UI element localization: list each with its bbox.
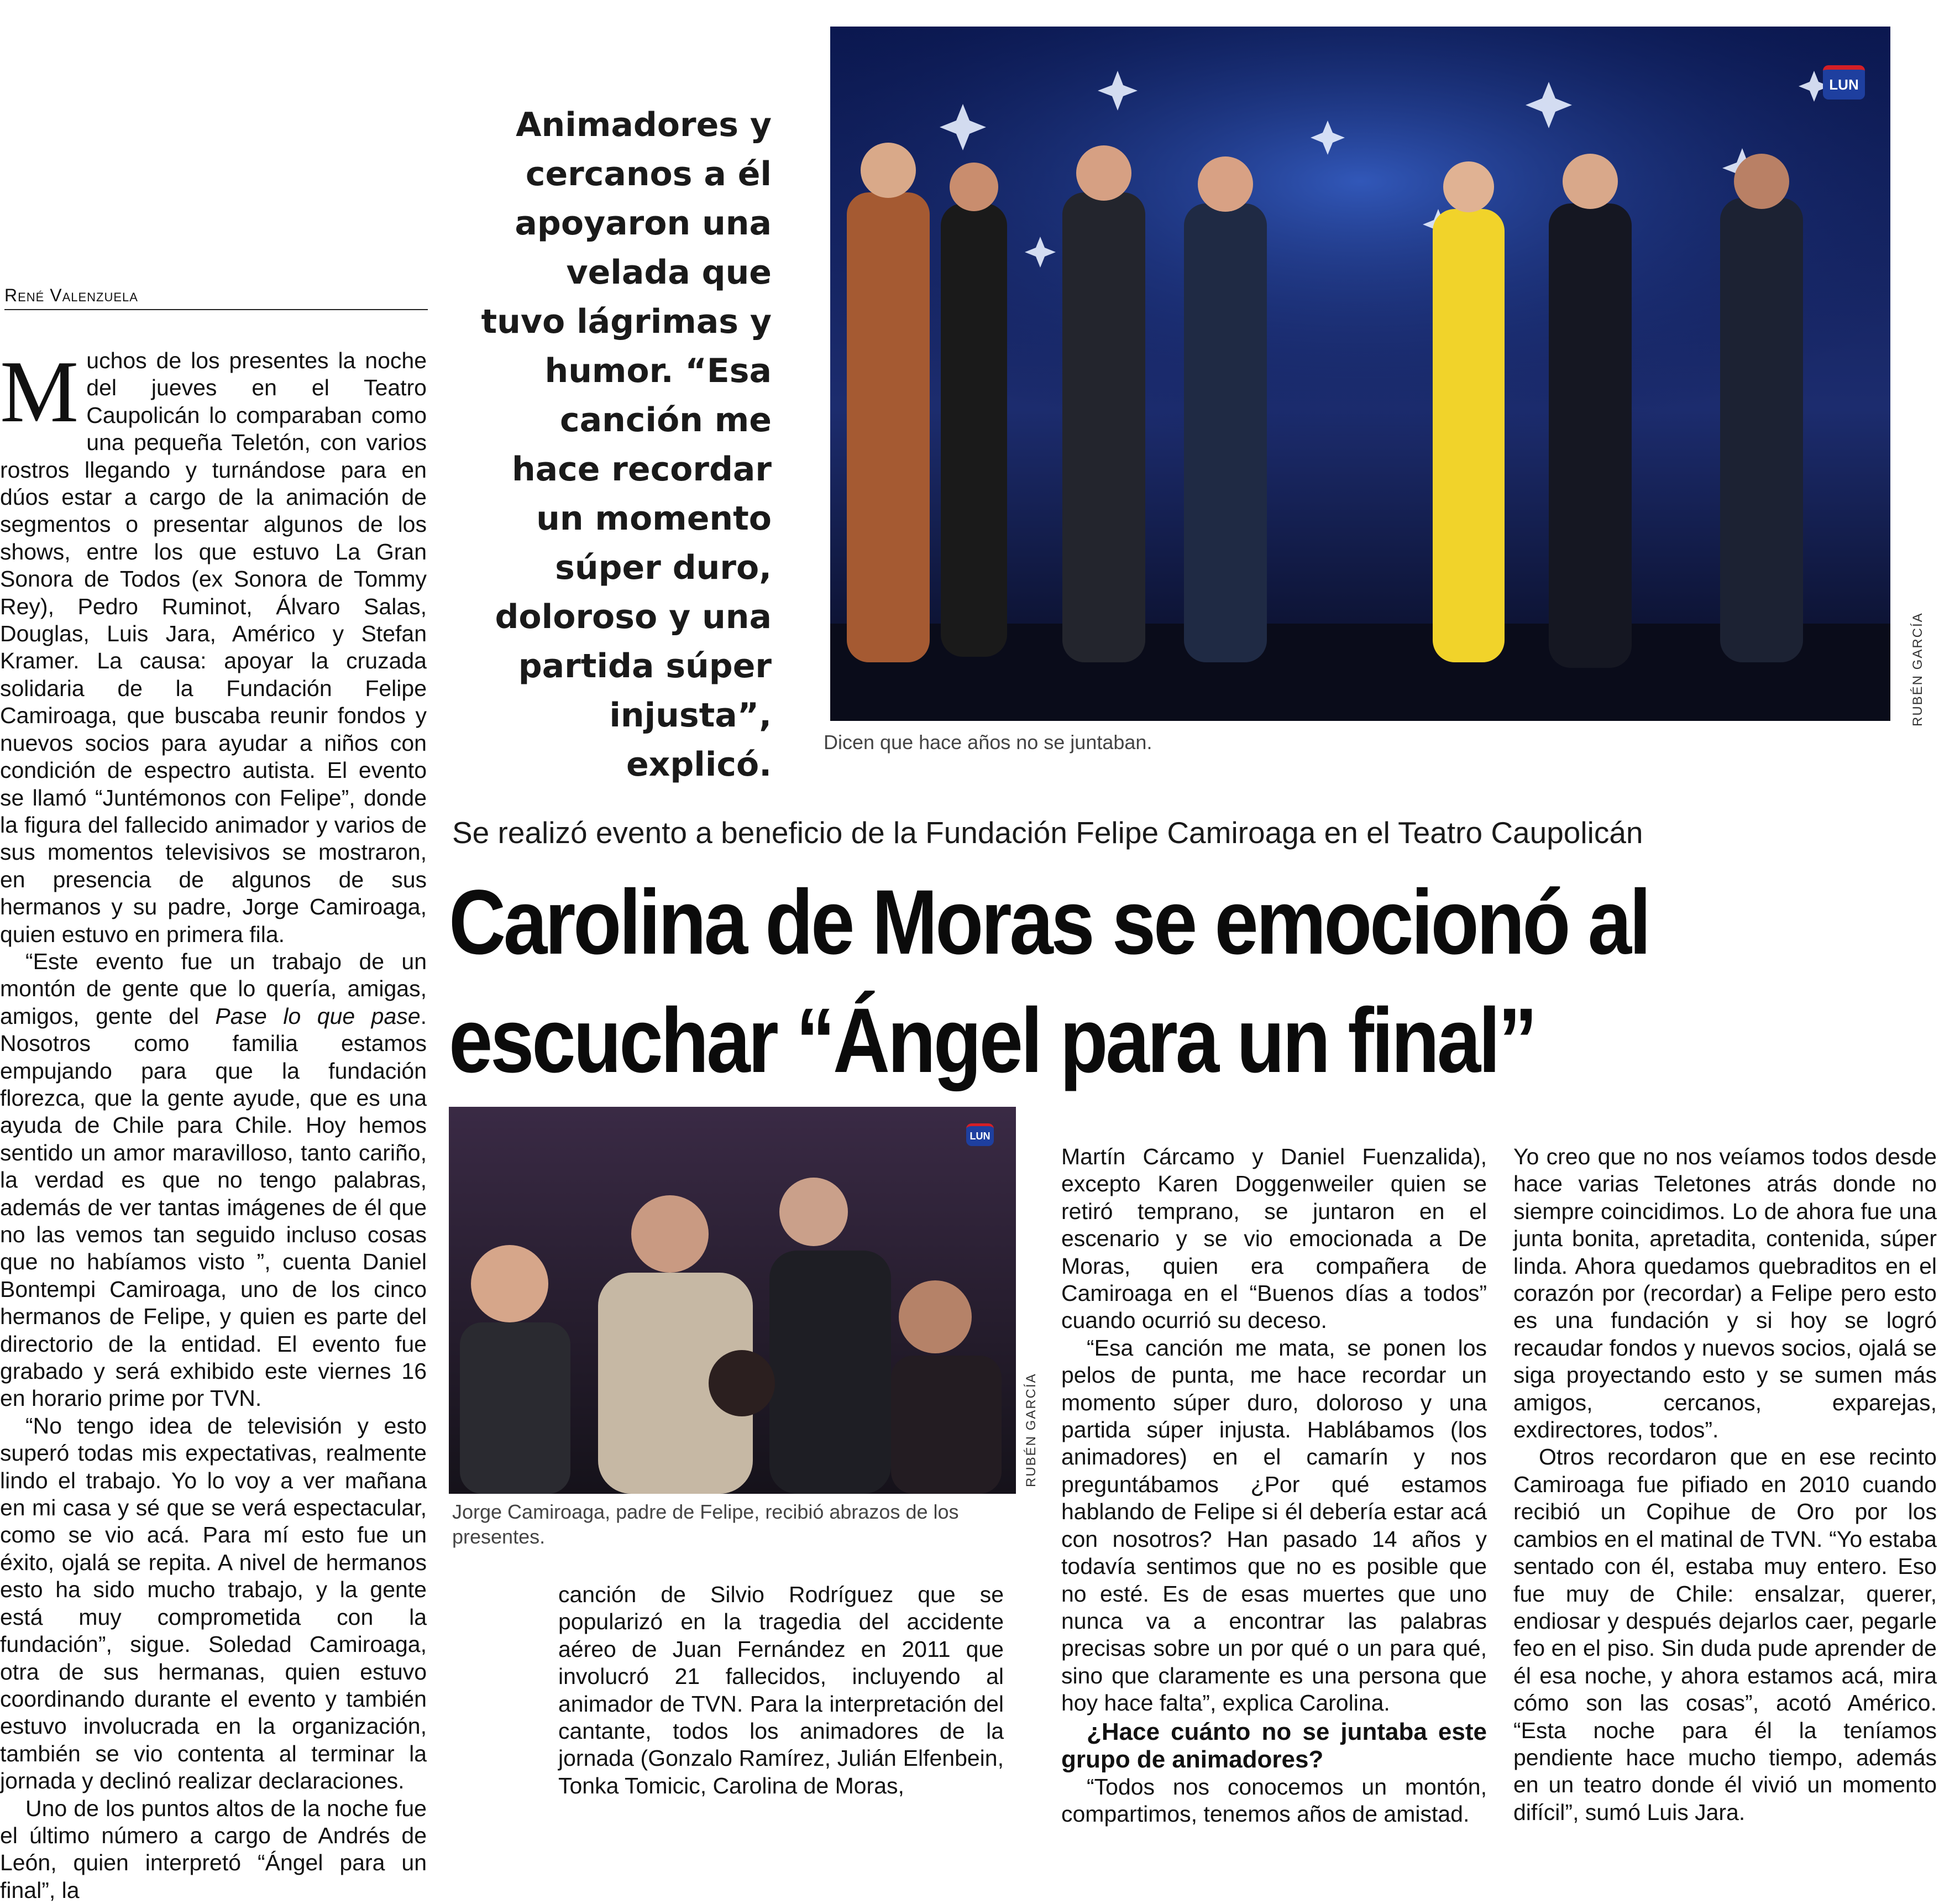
drop-cap: M [0,342,79,441]
headline [449,864,1704,1100]
article-column-4 [1513,1143,1937,1826]
paragraph: Martín Cárcamo y Daniel Fuenzalida), excepto Karen Doggenweiler quien se retiró temprano, se juntaron en el escenario y se vio emocionada a De Moras, quien era compañera de Camiroaga en el “Buenos días a todos” cuando ocurrió su deceso. [1061,1144,1487,1333]
kicker: Se realizó evento a beneficio de la Fundación Felipe Camiroaga en el Teatro Caupolicán [452,815,1643,850]
headline-line-1: Carolina de Moras se emocionó al [449,871,1649,974]
paragraph: Yo creo que no nos veíamos todos desde hace varias Teletones atrás donde no siempre coincidimos. Lo de ahora fue una junta bonita, apretadita, contenida, súper linda. Ahora quedamos quebraditos en el corazón por (recordar) a Felipe pero esto es una fundación y si hoy se logró recaudar fondos y nuevos socios, ojalá se siga proyectando esto y se sumen más amigos, cercanos, exparejas, exdirectores, todos”. [1513,1144,1937,1443]
photo-credit: RUBÉN GARCÍA [1024,1373,1039,1487]
paragraph: canción de Silvio Rodríguez que se popularizó en la tragedia del accidente aéreo de Juan Fernández en 2011 que involucró 21 fallecidos, incluyendo al animador de TVN. Para la interpretación del cantante, todos los animadores de la jornada (Gonzalo Ramírez, Julián Elfenbein, Tonka Tomicic, Carolina de Moras, [558,1582,1004,1798]
stage-photo-illustration [830,27,1890,721]
article-column-3 [1061,1143,1487,1828]
pull-quote: Animadores y cercanos a él apoyaron una velada que tuvo lágrimas y humor. “Esa canción me hace recordar un momento súper duro, doloroso y una partida súper injusta”, explicó. [481,106,772,784]
photo-caption: Jorge Camiroaga, padre de Felipe, recibió abrazos de los presentes. [452,1500,959,1548]
paragraph: “Esa canción me mata, se ponen los pelos de punta, me hace recordar un momento súper duro, doloroso y una partida súper injusta. Hablábamos (los animadores) en el camarín y nos preguntábamos ¿Por qué estamos hablando de Felipe si él debería estar acá con nosotros? Han pasado 14 años y todavía sentimos que no es posible que no esté. Es de esas muertes que uno nunca va a encontrar las palabras precisas sobre un por qué o un para qué, sino que claramente es una persona que hoy hace falta”, explica Carolina. [1061,1335,1487,1716]
paragraph: “No tengo idea de televisión y esto superó todas mis expectativas, realmente lindo el trabajo. Yo lo voy a ver mañana en mi casa y sé que se verá espectacular, como se vio acá. Para mí esto fue un éxito, ojalá se repita. A nivel de hermanos esto ha sido mucho trabajo, y la gente está muy comprometida con la fundación”, sigue. Soledad Camiroaga, otra de sus hermanas, quien estuvo coordinando durante el evento y también estuvo involucrada en la organización, también se vio contenta al terminar la jornada y declinó realizar declaraciones. [0,1413,427,1794]
article-column-2 [558,1581,1004,1800]
crowd-photo [449,1107,1016,1494]
headline-line-2: escuchar “Ángel para un final” [449,990,1536,1092]
stage-photo [830,27,1890,721]
crowd-photo-illustration [449,1107,1016,1494]
photo-caption: Dicen que hace años no se juntaban. [824,731,1152,754]
lun-logo-badge: LUN [966,1123,994,1146]
lun-logo-badge: LUN [1823,65,1865,100]
paragraph: Otros recordaron que en ese recinto Camiroaga fue pifiado en 2010 cuando recibió un Copihue de Oro por los cambios en el matinal de TVN. “Yo estaba sentado con él, estaba muy entero. Eso fue muy de Chile: ensalzar, querer, endiosar y después dejarlos caer, pegarle feo en el piso. Sin duda pude aprender de él esa noche, y ahora estamos acá, mira cómo son las cosas”, acotó Américo. “Esta noche para él la teníamos pendiente hace mucho tiempo, además en un teatro donde él vivió un momento difícil”, sumó Luis Jara. [1513,1444,1937,1825]
paragraph: “Este evento fue un trabajo de un montón de gente que lo quería, amigas, amigos, gente del Pase lo que pase. Nosotros como familia estamos empujando para que la fundación florezca, que la gente ayude, que es una ayuda de Chile para Chile. Hoy hemos sentido un amor maravilloso, tanto cariño, la verdad es que no tengo palabras, además de ver tantas imágenes de él que no las vemos tan seguido incluso cosas que no habíamos visto ”, cuenta Daniel Bontempi Camiroaga, uno de los cinco hermanos de Felipe, y quien es parte del directorio de la entidad. El evento fue grabado y será exhibido este viernes 16 en horario prime por TVN. [0,948,427,1411]
photo-credit: RUBÉN GARCÍA [1910,612,1925,726]
paragraph [0,342,427,948]
paragraph: “Todos nos conocemos un montón, compartimos, tenemos años de amistad. [1061,1774,1487,1827]
paragraph: Uno de los puntos altos de la noche fue el último número a cargo de Andrés de León, quien interpretó “Ángel para un final”, la [0,1795,427,1903]
article-column-1 [0,342,427,1904]
subhead-question: ¿Hace cuánto no se juntaba este grupo de animadores? [1061,1718,1487,1773]
show-title-italic: Pase lo que pase [215,1003,421,1029]
paragraph-text: uchos de los presentes la noche del jueves en el Teatro Caupolicán lo comparaban como una pequeña Teletón, con varios rostros llegando y turnándose para en dúos estar a cargo de la animación de segmentos o presentar algunos de los shows, entre los que estuvo La Gran Sonora de Todos (ex Sonora de Tommy Rey), Pedro Ruminot, Álvaro Salas, Douglas, Luis Jara, Américo y Stefan Kramer. La causa: apoyar la cruzada solidaria de la Fundación Felipe Camiroaga, que buscaba reunir fondos y nuevos socios para ayudar a niños con condición de espectro autista. El evento se llamó “Juntémonos con Felipe”, donde la figura del fallecido animador y varios de sus momentos televisivos se mostraron, en presencia de algunos de sus hermanos y su padre, Jorge Camiroaga, quien estuvo en primera fila. [0,348,427,947]
byline: René Valenzuela [4,285,428,310]
